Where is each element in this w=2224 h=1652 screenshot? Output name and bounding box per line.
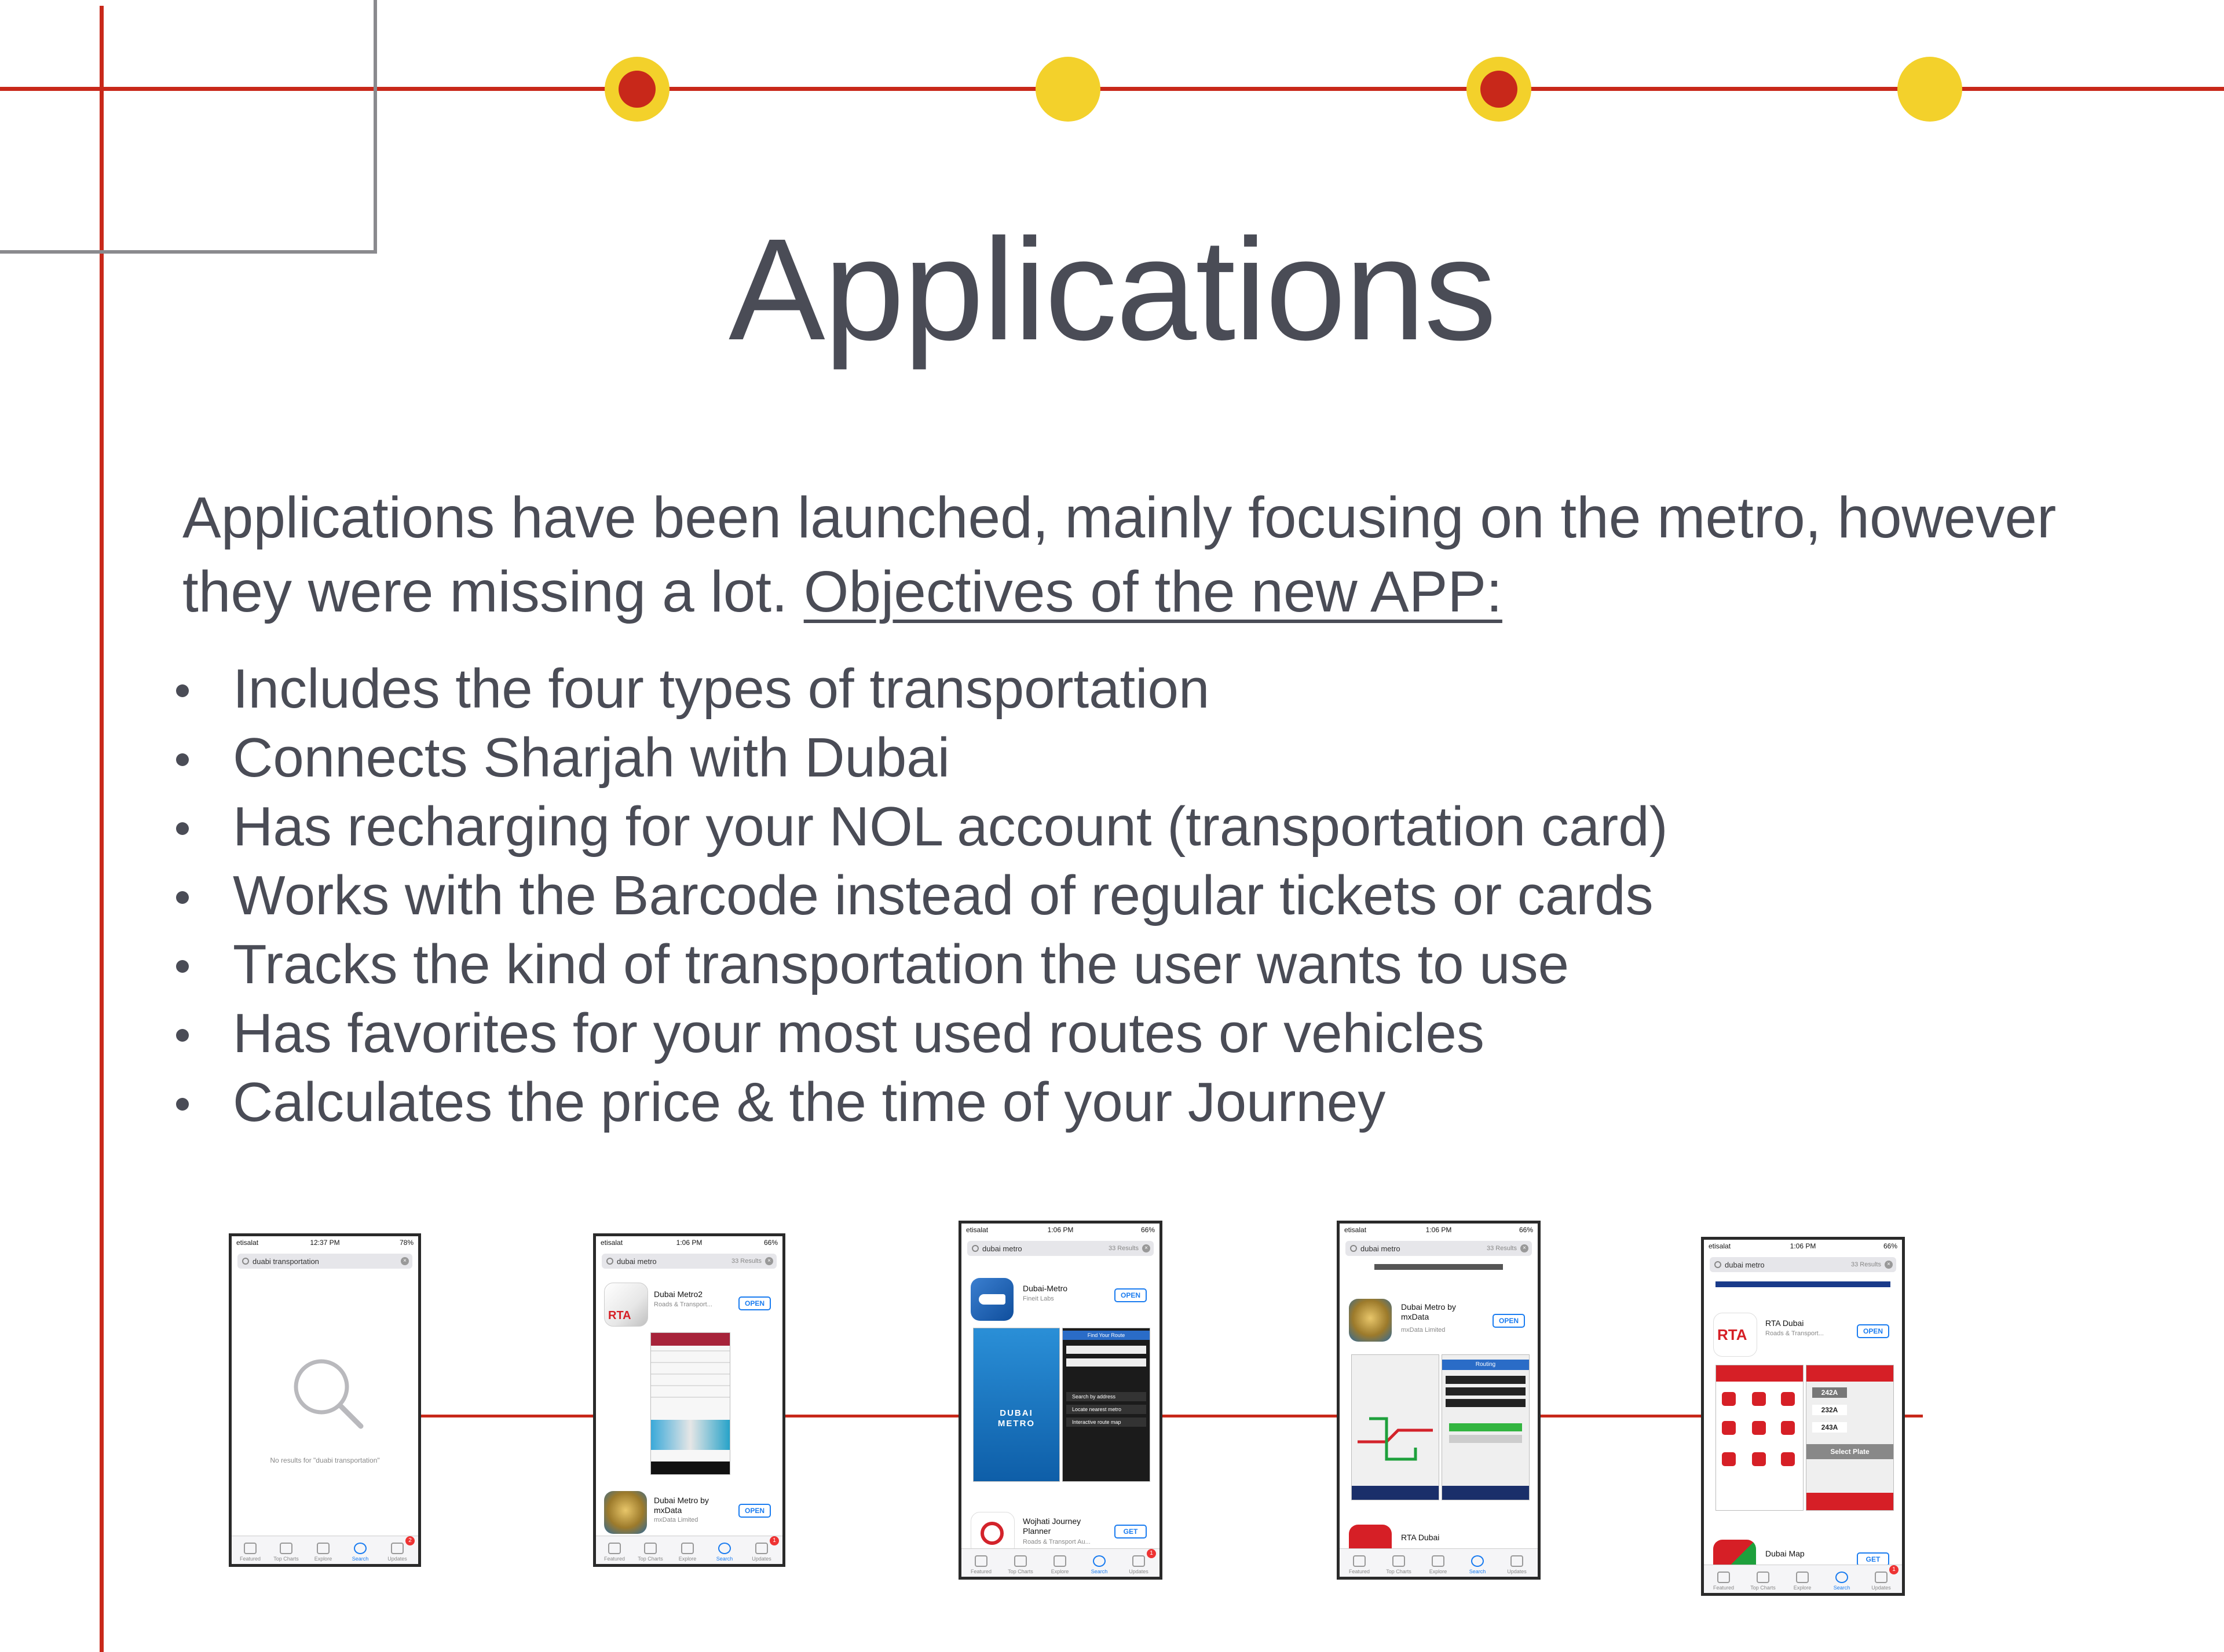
search-query: duabi transportation bbox=[253, 1257, 319, 1266]
updates-badge: 2 bbox=[405, 1536, 415, 1545]
large-search-icon bbox=[287, 1352, 368, 1433]
parking-screen-image: 242A 232A 243A Select Plate bbox=[1806, 1365, 1894, 1511]
routing-screen-image: Routing bbox=[1442, 1354, 1530, 1500]
intro-text: Applications have been launched, mainly focusing on the metro, however they were missing a lot. bbox=[182, 485, 2057, 624]
status-bar: etisalat 1:06 PM 66% bbox=[1344, 1226, 1533, 1234]
search-input: dubai metro 33 Results × bbox=[602, 1254, 777, 1269]
list-item: Includes the four types of transportation bbox=[174, 654, 1668, 723]
app-splash-image: DUBAI METRO bbox=[973, 1328, 1060, 1482]
search-input: dubai metro 33 Results × bbox=[1345, 1241, 1532, 1256]
search-icon bbox=[972, 1245, 979, 1252]
rta-app-icon: RTA bbox=[1713, 1313, 1757, 1357]
metro-map-image bbox=[1351, 1354, 1439, 1500]
list-item: Has favorites for your most used routes or vehicles bbox=[174, 999, 1668, 1068]
status-bar bbox=[232, 1236, 418, 1250]
tab-bar: Featured Top Charts Explore Search Updates 1 bbox=[596, 1536, 782, 1564]
objectives-label: Objectives of the new APP: bbox=[803, 559, 1502, 624]
carrier-label: etisalat bbox=[236, 1239, 259, 1247]
clear-icon: × bbox=[1142, 1244, 1150, 1252]
list-item: Connects Sharjah with Dubai bbox=[174, 723, 1668, 792]
tab-featured: Featured bbox=[233, 1543, 268, 1562]
tab-explore: Explore bbox=[306, 1543, 341, 1562]
updates-badge: 1 bbox=[1147, 1549, 1156, 1558]
tab-bar: Featured Top Charts Explore Search Updates 1 bbox=[1704, 1565, 1902, 1593]
tab-bar: Featured Top Charts Explore Search Updates 1 bbox=[961, 1548, 1159, 1577]
updates-badge: 1 bbox=[770, 1536, 779, 1545]
timeline-dot-4 bbox=[1897, 57, 1962, 122]
app-name: Dubai Metro2 bbox=[654, 1290, 703, 1299]
list-item: Has recharging for your NOL account (transportation card) bbox=[174, 792, 1668, 861]
clear-icon: × bbox=[1520, 1244, 1528, 1252]
objectives-list bbox=[174, 654, 1668, 1137]
phone-screenshot-4: etisalat 1:06 PM 66% dubai metro 33 Results × Dubai Metro by mxData mxData Limited OPEN Routing RTA Dubai Featured Top Charts Explore Search Updates bbox=[1337, 1221, 1541, 1580]
search-icon bbox=[606, 1258, 613, 1265]
rta-app-icon: RTA bbox=[604, 1283, 648, 1327]
timeline-dot-1 bbox=[605, 57, 670, 122]
search-icon bbox=[242, 1258, 249, 1265]
timeline-dot-3 bbox=[1466, 57, 1531, 122]
list-item: Calculates the price & the time of your Journey bbox=[174, 1068, 1668, 1137]
open-button: OPEN bbox=[738, 1296, 771, 1310]
results-count: 33 Results bbox=[731, 1258, 762, 1265]
clear-icon: × bbox=[1885, 1261, 1893, 1269]
timeline-dot-2 bbox=[1036, 57, 1100, 122]
status-bar: etisalat 1:06 PM 66% bbox=[601, 1239, 778, 1247]
search-input bbox=[237, 1254, 412, 1269]
open-button: OPEN bbox=[738, 1504, 771, 1518]
open-button: OPEN bbox=[1857, 1324, 1889, 1338]
search-icon bbox=[1350, 1245, 1357, 1252]
phone-screenshot-5: etisalat 1:06 PM 66% dubai metro 33 Results × RTA RTA Dubai Roads & Transport... OPEN 242A 232A 243A Select Plate Dubai Map GET Featured Top Charts Explore Search Updates 1 bbox=[1701, 1237, 1905, 1596]
clear-icon: × bbox=[765, 1257, 773, 1265]
page-title: Applications bbox=[728, 208, 1496, 370]
search-input: dubai metro 33 Results × bbox=[1710, 1257, 1896, 1272]
top-red-line bbox=[0, 87, 2224, 91]
get-button: GET bbox=[1114, 1525, 1147, 1539]
mxdata-app-icon bbox=[1349, 1299, 1392, 1342]
clear-icon: × bbox=[401, 1257, 409, 1265]
rta-home-image bbox=[1715, 1365, 1804, 1511]
tab-bar: Featured Top Charts Explore Search Updates bbox=[1340, 1548, 1538, 1577]
dubai-metro-app-icon bbox=[971, 1278, 1014, 1321]
intro-paragraph bbox=[182, 481, 2152, 629]
status-bar: etisalat 1:06 PM 66% bbox=[1709, 1242, 1897, 1250]
battery-label: 78% bbox=[399, 1239, 414, 1247]
no-results-text: No results for "duabi transportation" bbox=[270, 1456, 380, 1464]
phone-screenshot-3: etisalat 1:06 PM 66% dubai metro 33 Results × Dubai-Metro Fineit Labs OPEN DUBAI METRO Find Your Route Search by address Locate nearest metro Interactive route map Wojhati Journey Planner Roads & Transport Au... GET Featured Top Charts Explore Search Updates 1 bbox=[959, 1221, 1162, 1580]
mxdata-app-icon bbox=[604, 1491, 647, 1534]
tab-bar bbox=[232, 1536, 418, 1564]
status-bar: etisalat 1:06 PM 66% bbox=[966, 1226, 1155, 1234]
app-menu-image: Find Your Route Search by address Locate nearest metro Interactive route map bbox=[1062, 1328, 1150, 1482]
open-button: OPEN bbox=[1493, 1314, 1525, 1328]
tab-top-charts: Top Charts bbox=[269, 1543, 303, 1562]
corner-gray-line-vertical bbox=[374, 0, 377, 254]
list-item: Tracks the kind of transportation the user wants to use bbox=[174, 930, 1668, 999]
phone-screenshot-2: etisalat 1:06 PM 66% dubai metro 33 Results × RTA Dubai Metro2 Roads & Transport... OPEN Dubai Metro by mxData mxData Limited OPEN Featured Top Charts Explore Search Updates 1 bbox=[593, 1233, 785, 1567]
tab-search: Search bbox=[343, 1543, 378, 1562]
phone-screenshot-1 bbox=[229, 1233, 421, 1567]
get-button: GET bbox=[1857, 1552, 1889, 1566]
search-input: dubai metro 33 Results × bbox=[967, 1241, 1154, 1256]
tab-updates: Updates bbox=[380, 1543, 415, 1562]
app-publisher: Roads & Transport... bbox=[654, 1301, 712, 1308]
open-button: OPEN bbox=[1114, 1288, 1147, 1302]
clock-label: 12:37 PM bbox=[310, 1239, 340, 1247]
list-item: Works with the Barcode instead of regular tickets or cards bbox=[174, 861, 1668, 930]
app-preview-image bbox=[650, 1332, 730, 1475]
search-icon bbox=[1714, 1261, 1721, 1268]
updates-badge: 1 bbox=[1889, 1565, 1899, 1574]
